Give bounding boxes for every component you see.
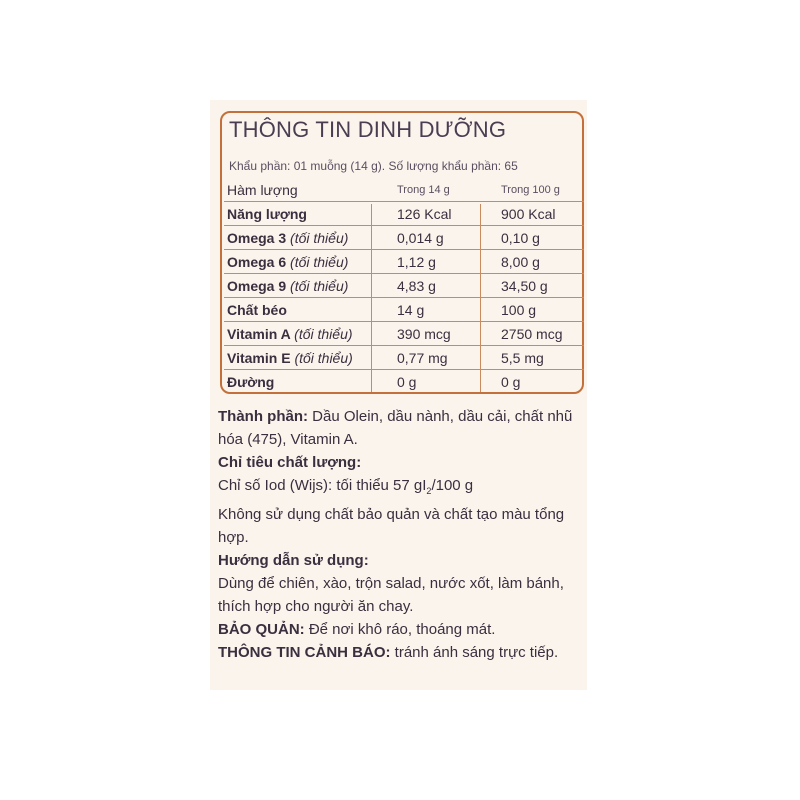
header-nutrient: Hàm lượng <box>227 182 298 198</box>
nutrient-name: Vitamin E <box>227 350 291 366</box>
warning-section <box>218 641 583 664</box>
nutrient-note: (tối thiểu) <box>294 326 353 342</box>
value-per-serving: 14 g <box>397 302 425 318</box>
nutrient-name: Omega 9 <box>227 278 287 294</box>
quality-section <box>218 451 583 549</box>
value-per-100g: 100 g <box>501 302 537 318</box>
table-row <box>224 202 584 226</box>
value-per-serving: 0,77 mg <box>397 350 448 366</box>
header-per-serving: Trong 14 g <box>397 184 450 196</box>
quality-note: Không sử dụng chất bảo quản và chất tạo màu tổng hợp. <box>218 506 565 546</box>
nutrient-name: Vitamin A <box>227 326 291 342</box>
iodine-unit: /100 g <box>431 477 474 494</box>
ingredients-section <box>218 405 583 451</box>
value-per-100g: 900 Kcal <box>501 206 556 222</box>
table-header-row <box>224 178 584 202</box>
storage-text: Để nơi khô ráo, thoáng mát. <box>304 621 496 638</box>
value-per-serving: 1,12 g <box>397 254 436 270</box>
value-per-serving: 390 mcg <box>397 326 451 342</box>
table-row <box>224 250 584 274</box>
ingredients-label: Thành phần: <box>218 408 308 425</box>
value-per-100g: 0 g <box>501 374 521 390</box>
nutrition-title: THÔNG TIN DINH DƯỠNG <box>229 117 507 142</box>
ingredients-text: Dầu Olein, dầu nành, dầu cải, chất nhũ hóa (475), Vitamin A. <box>218 408 573 448</box>
usage-text: Dùng để chiên, xào, trộn salad, nước xốt, làm bánh, thích hợp cho người ăn chay. <box>218 575 564 615</box>
table-row <box>224 370 584 394</box>
product-info-text <box>218 405 583 664</box>
nutrient-name: Năng lượng <box>227 206 307 222</box>
iodine-text: Chỉ số Iod (Wijs): tối thiểu 57 gI <box>218 477 427 494</box>
usage-label: Hướng dẫn sử dụng: <box>218 552 369 569</box>
nutrient-note: (tối thiểu) <box>290 278 349 294</box>
storage-label: BẢO QUẢN: <box>218 621 305 638</box>
usage-section <box>218 549 583 618</box>
nutrient-note: (tối thiểu) <box>294 350 353 366</box>
value-per-100g: 5,5 mg <box>501 350 544 366</box>
nutrient-name: Omega 3 <box>227 230 287 246</box>
table-row <box>224 274 584 298</box>
table-row <box>224 226 584 250</box>
serving-info: Khẩu phần: 01 muỗng (14 g). Số lượng khẩu phần: 65 <box>229 159 518 173</box>
value-per-serving: 4,83 g <box>397 278 436 294</box>
header-per-100g: Trong 100 g <box>501 184 560 196</box>
quality-label: Chỉ tiêu chất lượng: <box>218 454 362 471</box>
value-per-100g: 8,00 g <box>501 254 540 270</box>
warning-label: THÔNG TIN CẢNH BÁO: <box>218 644 391 661</box>
nutrient-name: Chất béo <box>227 302 287 318</box>
warning-text: tránh ánh sáng trực tiếp. <box>390 644 559 661</box>
table-row <box>224 346 584 370</box>
value-per-serving: 0 g <box>397 374 417 390</box>
iodine-subscript: 2 <box>426 486 432 496</box>
value-per-100g: 2750 mcg <box>501 326 563 342</box>
nutrient-note: (tối thiểu) <box>290 230 349 246</box>
storage-section <box>218 618 583 641</box>
nutrient-name: Omega 6 <box>227 254 287 270</box>
table-row <box>224 298 584 322</box>
table-row <box>224 322 584 346</box>
value-per-100g: 34,50 g <box>501 278 548 294</box>
value-per-serving: 0,014 g <box>397 230 444 246</box>
value-per-serving: 126 Kcal <box>397 206 452 222</box>
nutrition-table <box>224 178 584 394</box>
nutrient-name: Đường <box>227 374 275 390</box>
value-per-100g: 0,10 g <box>501 230 540 246</box>
nutrient-note: (tối thiểu) <box>290 254 349 270</box>
